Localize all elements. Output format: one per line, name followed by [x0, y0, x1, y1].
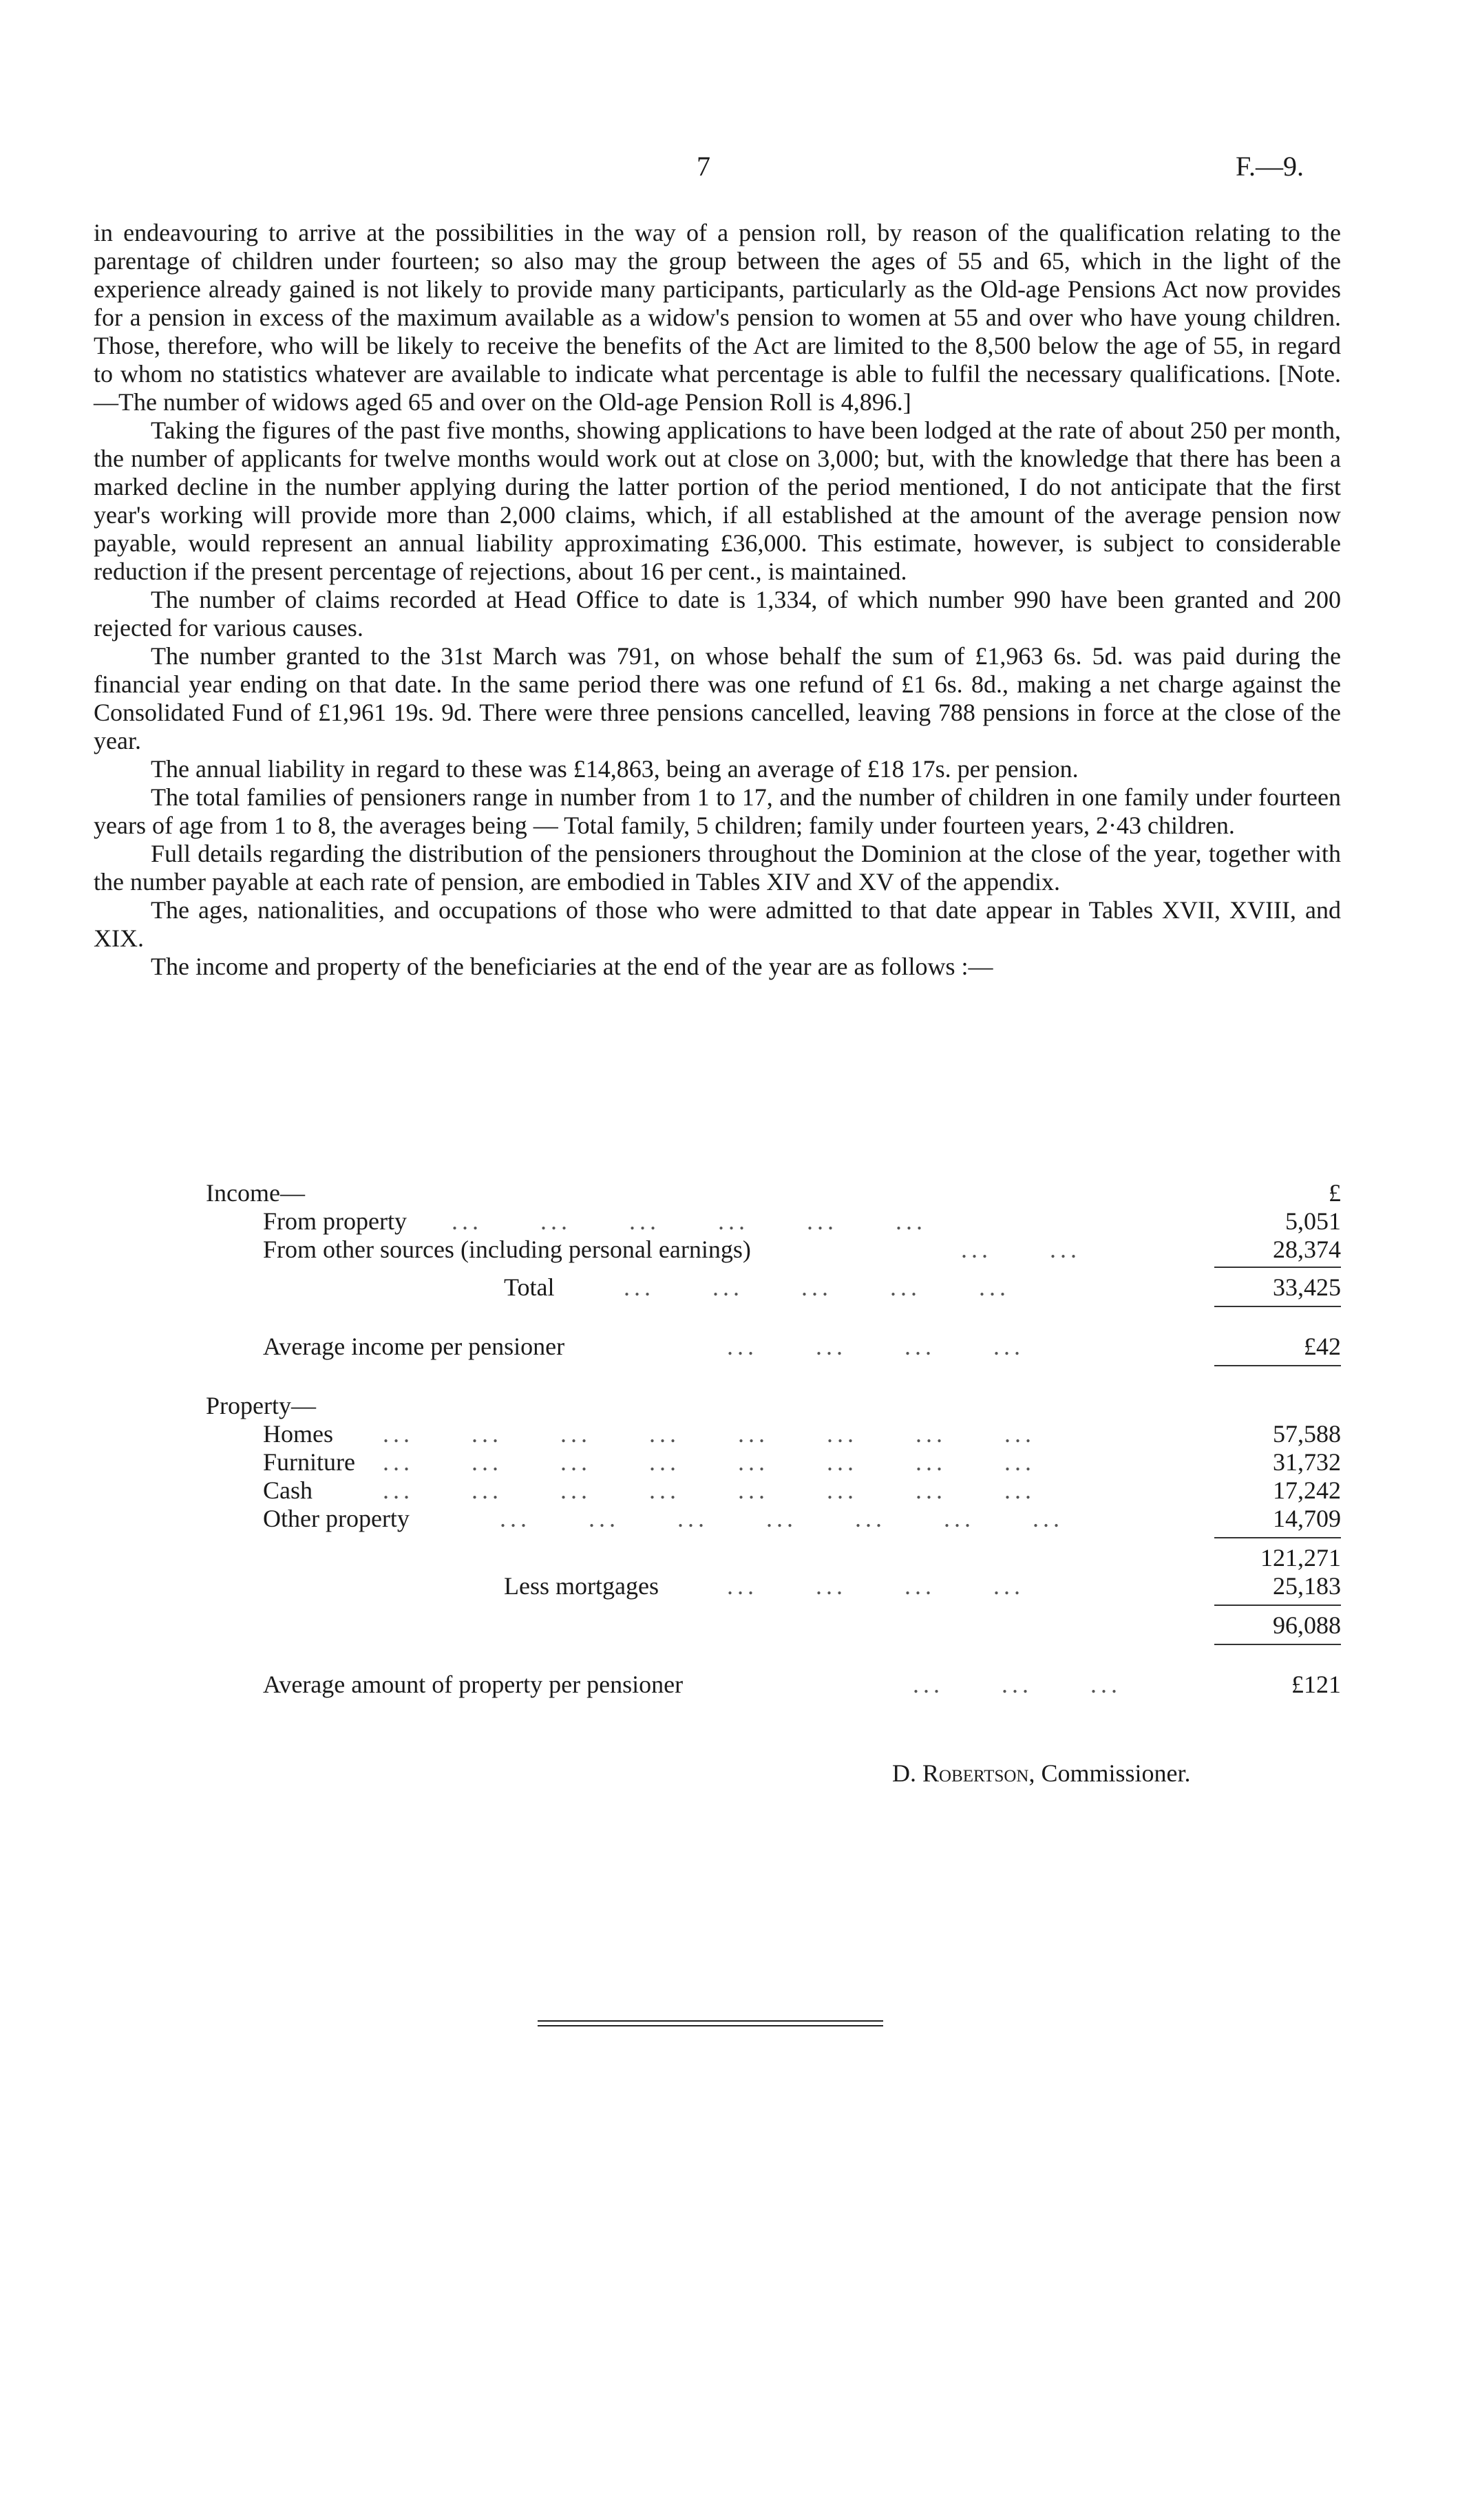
property-value: 17,242: [1273, 1476, 1341, 1504]
paragraph: Full details regarding the distribution of the pensioners throughout the Dominion at the close of the year, together with the number payable at each rate of pension, are embodied in Tables XIV and XV of the appendix.: [94, 840, 1341, 896]
body-text: [94, 219, 1341, 981]
property-label: Cash: [263, 1476, 313, 1504]
paragraph: Taking the figures of the past five months, showing applications to have been lodged at the rate of about 250 per month, the number of applicants for twelve months would work out at close on 3,000; but, with the knowledge that there has been a marked decline in the number applying during the latter portion of the period mentioned, I do not anticipate that the first year's working will provide more than 2,000 claims, which, if all established at the amount of the average pension now payable, would represent an annual liability approximating £36,000. This estimate, however, is subject to considerable reduction if the present percentage of rejections, about 16 per cent., is maintained.: [94, 416, 1341, 585]
property-heading-row: [94, 1392, 1341, 1420]
leader-dots: ... ... ... ... ... ...: [452, 1207, 927, 1235]
paragraph: The number granted to the 31st March was 791, on whose behalf the sum of £1,963 6s. 5d. was paid during the financial year ending on that date. In the same period there was one refund of £1 6s. 8d., making a net charge against the Consolidated Fund of £1,961 19s. 9d. There were three pensions cancelled, leaving 788 pensions in force at the close of the year.: [94, 642, 1341, 754]
income-row: [94, 1207, 1341, 1236]
average-property-row: [94, 1671, 1341, 1699]
property-label: Homes: [263, 1420, 333, 1448]
income-total-row: [94, 1273, 1341, 1302]
property-row: [94, 1420, 1341, 1448]
paragraph: The number of claims recorded at Head Office to date is 1,334, of which number 990 have been granted and 200 rejected for various causes.: [94, 586, 1341, 642]
mortgages-label: Less mortgages: [504, 1572, 659, 1600]
average-income-label: Average income per pensioner: [263, 1333, 565, 1360]
property-value: 31,732: [1273, 1448, 1341, 1476]
sum-rule: [1214, 1365, 1341, 1366]
sum-rule: [1214, 1605, 1341, 1606]
income-label: From property: [263, 1207, 407, 1235]
page-code: F.—9.: [1236, 151, 1304, 182]
leader-dots: ... ... ... ... ... ... ... ...: [383, 1448, 1035, 1476]
average-property-label: Average amount of property per pensioner: [263, 1671, 684, 1698]
sum-rule: [1214, 1306, 1341, 1307]
income-value: 28,374: [1273, 1236, 1341, 1263]
sum-rule: [1214, 1267, 1341, 1268]
leader-dots: ... ...: [961, 1236, 1081, 1263]
paragraph: The ages, nationalities, and occupations of those who were admitted to that date appear in Tables XVII, XVIII, and XIX.: [94, 896, 1341, 952]
paragraph: The total families of pensioners range in number from 1 to 17, and the number of children in one family under fourteen years of age from 1 to 8, the averages being — Total family, 5 children; family under fourteen years, 2·43 children.: [94, 783, 1341, 839]
mortgages-value: 25,183: [1273, 1572, 1341, 1600]
property-subtotal-value: 121,271: [1260, 1544, 1341, 1571]
property-row: [94, 1448, 1341, 1476]
sum-rule: [1214, 1537, 1341, 1538]
average-property-value: £121: [1291, 1671, 1341, 1698]
income-heading-row: [94, 1179, 1341, 1207]
average-income-value: £42: [1304, 1333, 1341, 1360]
paragraph: in endeavouring to arrive at the possibilities in the way of a pension roll, by reason of the qualification relating to the parentage of children under fourteen; so also may the group between the ages of 55 and 65, which in the light of the experience already gained is not likely to provide many participants, particularly as the Old-age Pensions Act now provides for a pension in excess of the maximum available as a widow's pension to women at 55 and over who have young children. Those, therefore, who will be likely to receive the benefits of the Act are limited to the 8,500 below the age of 55, in regard to whom no statistics whatever are available to indicate what percentage is able to fulfil the necessary qualifications. [Note.—The number of widows aged 65 and over on the Old-age Pension Roll is 4,896.]: [94, 219, 1341, 416]
property-row: [94, 1505, 1341, 1533]
income-value: 5,051: [1285, 1207, 1341, 1235]
mortgages-row: [94, 1572, 1341, 1600]
end-rule-bottom: [538, 2025, 883, 2026]
leader-dots: ... ... ... ... ... ... ... ...: [383, 1420, 1035, 1448]
property-value: 57,588: [1273, 1420, 1341, 1448]
total-label: Total: [504, 1273, 555, 1301]
leader-dots: ... ... ... ...: [727, 1333, 1024, 1360]
income-row: [94, 1236, 1341, 1264]
leader-dots: ... ... ... ... ... ... ...: [500, 1505, 1064, 1532]
signatory-name: D. Robertson: [892, 1759, 1029, 1787]
leader-dots: ... ... ... ... ... ... ... ...: [383, 1476, 1035, 1504]
total-value: 33,425: [1273, 1273, 1341, 1301]
property-row: [94, 1476, 1341, 1505]
income-label: From other sources (including personal earnings): [263, 1236, 751, 1263]
sum-rule: [1214, 1644, 1341, 1645]
end-rule-top: [538, 2020, 883, 2022]
property-label: Furniture: [263, 1448, 355, 1476]
property-value: 14,709: [1273, 1505, 1341, 1532]
property-heading: Property—: [206, 1392, 316, 1419]
signatory-title: , Commissioner.: [1028, 1759, 1191, 1787]
leader-dots: ... ... ... ... ...: [624, 1273, 1010, 1301]
page-number: 7: [697, 151, 710, 182]
property-subtotal-row: [94, 1544, 1341, 1572]
paragraph: The income and property of the beneficiaries at the end of the year are as follows :—: [151, 953, 993, 980]
leader-dots: ... ... ...: [913, 1671, 1121, 1698]
average-income-row: [94, 1333, 1341, 1361]
paragraph: The annual liability in regard to these was £14,863, being an average of £18 17s. per pension.: [151, 755, 1079, 783]
signature: [892, 1759, 1191, 1788]
property-net-value: 96,088: [1273, 1611, 1341, 1639]
income-heading: Income—: [206, 1179, 305, 1207]
property-net-row: [94, 1611, 1341, 1640]
currency-label: £: [1329, 1179, 1341, 1207]
leader-dots: ... ... ... ...: [727, 1572, 1024, 1600]
property-label: Other property: [263, 1505, 410, 1532]
